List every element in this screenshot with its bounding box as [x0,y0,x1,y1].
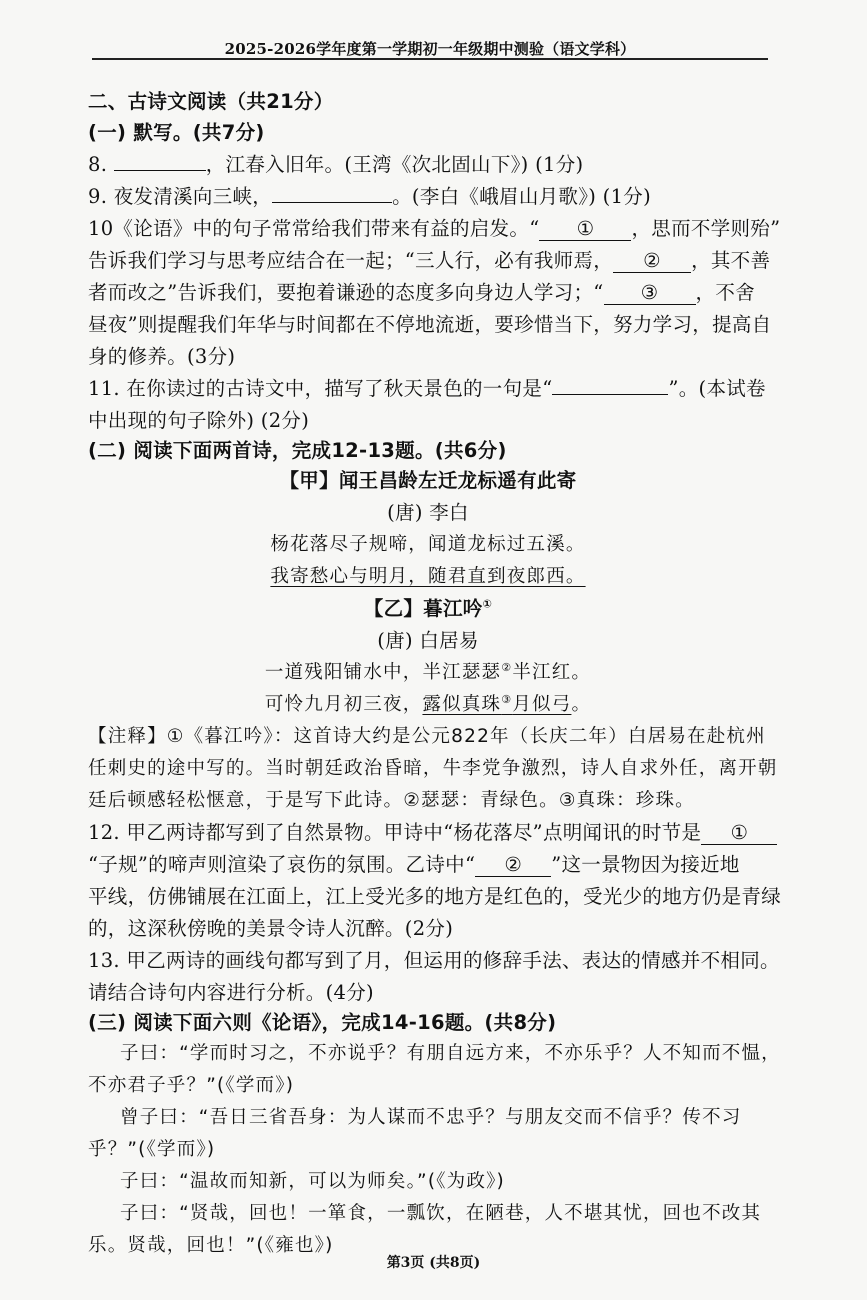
poem-2-text: 一道残阳铺水中，半江瑟瑟 [264,662,502,683]
question-9 [88,183,651,210]
section-title: 二、古诗文阅读（共21分） [88,90,334,113]
question-12-line-3: 平线，仿佛铺展在江面上，江上受光多的地方是红色的，受光少的地方仍是青绿 [88,885,782,908]
question-9-post: 。(李白《峨眉山月歌》) (1分) [392,185,651,208]
question-8-text: ，江春入旧年。(王湾《次北固山下》) (1分) [205,153,584,176]
poem-1-title: 【甲】闻王昌龄左迁龙标遥有此寄 [279,469,577,492]
answer-blank-q12-1[interactable]: ① [701,822,777,845]
part2-title: (二) 阅读下面两首诗，完成12-13题。(共6分) [88,439,507,462]
question-12-text: 12. 甲乙两诗都写到了自然景物。甲诗中“杨花落尽”点明闻讯的时节是 [88,821,702,844]
answer-blank-q8[interactable] [114,170,206,171]
question-10-text: ，不舍 [695,281,755,304]
question-9-pre: 9. 夜发清溪向三峡， [88,185,273,208]
notes-line-2: 任刺史的途中写的。当时朝廷政治昏暗，牛李党争激烈，诗人自求外任，离开朝 [88,758,778,779]
answer-blank-q10-1[interactable]: ① [539,218,631,241]
footnote-marker: ① [482,597,493,611]
answer-blank-q9[interactable] [272,202,392,203]
question-11-text: ”。(本试卷 [668,377,766,400]
question-10-text: 10《论语》中的句子常常给我们带来有益的启发。“ [88,217,540,240]
question-12-line-1 [88,819,777,846]
analects-2-line-2: 乎？”(《学而》) [88,1139,216,1160]
analects-4-line-1: 子曰：“贤哉，回也！一箪食，一瓢饮，在陋巷，人不堪其忧，回也不改其 [120,1203,762,1224]
footnote-marker: ② [501,660,513,674]
poem-2-line-1 [88,659,768,686]
poem-1-author: (唐) 李白 [387,501,469,524]
part3-title: (三) 阅读下面六则《论语》，完成14-16题。(共8分) [88,1011,557,1034]
analects-4-line-2: 乐。贤哉，回也！”(《雍也》) [88,1235,334,1256]
poem-2-text: 月似弓 [512,694,572,715]
poem-2-line-2 [88,691,768,718]
question-13-line-2: 请结合诗句内容进行分析。(4分) [88,981,374,1004]
question-13-line-1: 13. 甲乙两诗的画线句都写到了月，但运用的修辞手法、表达的情感并不相同。 [88,949,780,972]
footnote-marker: ③ [501,692,513,706]
poem-2-text: 露似真珠 [422,694,502,715]
question-11-line-1 [88,375,766,402]
question-10-text: 者而改之”告诉我们，要抱着谦逊的态度多向身边人学习；“ [88,281,604,304]
header-divider [92,58,768,60]
notes-line-1: 【注释】①《暮江吟》：这首诗大约是公元822年（长庆二年）白居易在赴杭州 [88,726,766,747]
question-8 [88,151,583,178]
poem-1-line-2 [88,563,768,590]
underlined-moon-line [422,694,571,715]
part1-title: (一) 默写。(共7分) [88,121,265,144]
notes-line-3: 廷后顿感轻松惬意，于是写下此诗。②瑟瑟：青绿色。③真珠：珍珠。 [88,790,695,811]
question-10-line-2 [88,247,770,274]
analects-1-line-2: 不亦君子乎？”(《学而》) [88,1075,295,1096]
question-12-text: “子规”的啼声则渲染了哀伤的氛围。乙诗中“ [88,853,476,876]
question-10-line-5: 身的修养。(3分) [88,345,236,368]
answer-blank-q10-3[interactable]: ③ [604,282,696,305]
analects-2-line-1: 曾子曰：“吾日三省吾身：为人谋而不忠乎？与朋友交而不信乎？传不习 [120,1107,742,1128]
poem-1-line-1: 杨花落尽子规啼，闻道龙标过五溪。 [270,534,586,555]
poem-2-title [88,595,768,622]
answer-blank-q11[interactable] [552,394,668,395]
poem-2-author: (唐) 白居易 [377,629,479,652]
poem-2-text: 可怜九月初三夜， [264,694,423,715]
page-number: 第3页 (共8页) [386,1255,481,1271]
question-10-text: ，思而不学则殆” [631,217,781,240]
page-header: 2025-2026学年度第一学期初一年级期中测验（语文学科） [224,40,636,58]
question-10-line-4: 昼夜”则提醒我们年华与时间都在不停地流逝，要珍惜当下，努力学习，提高自 [88,313,772,336]
poem-2-text: 半江红。 [512,662,592,683]
question-10-line-1 [88,215,780,242]
question-12-line-4: 的，这深秋傍晚的美景令诗人沉醉。(2分) [88,917,454,940]
answer-blank-q12-2[interactable]: ② [475,854,551,877]
answer-blank-q10-2[interactable]: ② [613,250,691,273]
question-12-line-2 [88,851,740,878]
question-10-line-3 [88,279,755,306]
question-10-text: ，其不善 [691,249,771,272]
question-10-text: 告诉我们学习与思考应结合在一起；“三人行，必有我师焉， [88,249,614,272]
poem-2-text: 。 [571,694,592,715]
question-8-number: 8. [88,153,108,176]
analects-1-line-1: 子曰：“学而时习之，不亦说乎？有朋自远方来，不亦乐乎？人不知而不愠， [120,1043,781,1064]
poem-2-title-text: 【乙】暮江吟 [363,597,483,620]
question-11-text: 11. 在你读过的古诗文中，描写了秋天景色的一句是“ [88,377,553,400]
underlined-moon-line: 我寄愁心与明月，随君直到夜郎西。 [270,566,586,587]
analects-3: 子曰：“温故而知新，可以为师矣。”(《为政》) [120,1171,505,1192]
question-12-text: ”这一景物因为接近地 [551,853,740,876]
question-11-line-2: 中出现的句子除外) (2分) [88,409,310,432]
